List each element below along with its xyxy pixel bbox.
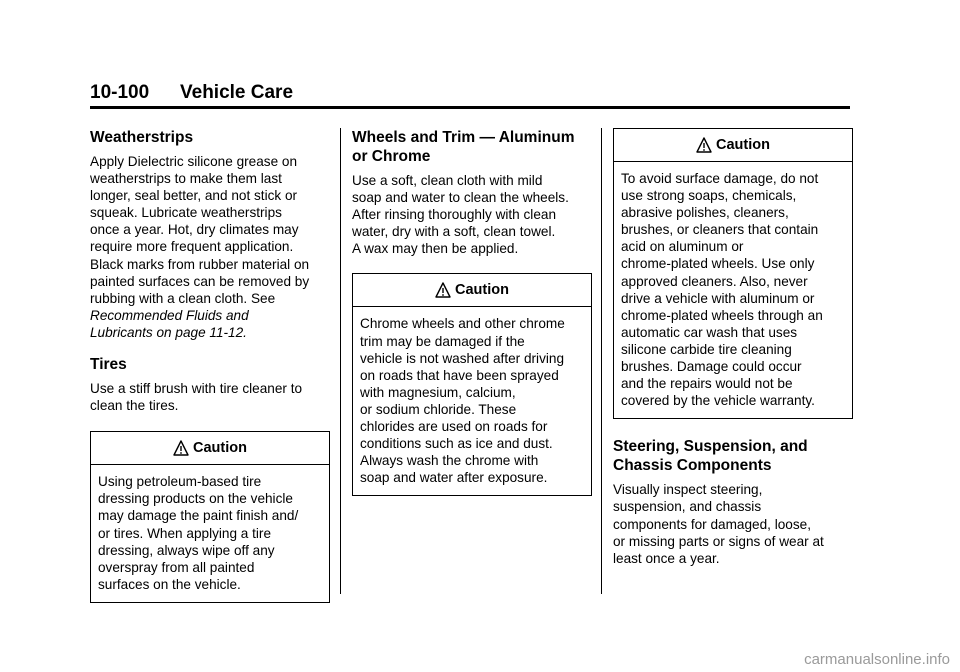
warning-icon (435, 282, 451, 298)
weatherstrips-text: Apply Dielectric silicone grease on weatherstrips to make them last longer, seal better, and not stick or squeak. Lubricate weatherstrips once a year. Hot, dry climates may require more frequent application. Black marks from rubber material on painted surfaces can be removed by rubbing with a clean cloth. See (90, 154, 310, 306)
caution-header (614, 129, 852, 162)
caution-text: To avoid surface damage, do not use strong soaps, chemicals, abrasive polishes, cleaners, brushes, or cleaners that contain acid on aluminum or chrome-plated wheels. Use only approved cleaners. Also, never drive a vehicle with aluminum or chrome-plated wheels through an automatic car wash that uses silicone carbide tire cleaning brushes. Damage could occur and the repairs would not be covered by the vehicle warranty. (621, 171, 823, 409)
weatherstrips-heading: Weatherstrips (90, 129, 194, 146)
column-divider (340, 128, 341, 594)
caution-box-tires (90, 431, 330, 603)
weatherstrips-reference: Recommended Fluids and Lubricants on page 11-12. (90, 307, 249, 340)
column-divider (601, 128, 602, 594)
caution-box-cleaners (613, 128, 853, 419)
caution-text: Using petroleum-based tire dressing products on the vehicle may damage the paint finish and/ or tires. When applying a tire dressing, always wipe off any overspray from all painted surfaces on the vehicle. (98, 474, 299, 592)
caution-label: Caution (716, 137, 770, 153)
wheels-trim-heading: Wheels and Trim — Aluminum or Chrome (352, 129, 575, 165)
caution-label: Caution (193, 440, 247, 457)
column-2 (352, 128, 592, 496)
caution-text: Chrome wheels and other chrome trim may be damaged if the vehicle is not washed after driving on roads that have been sprayed with magnesium, calcium, or sodium chloride. These chlorides are used on roads for conditions such as ice and dust. Always wash the chrome with soap and water after exposure. (360, 316, 565, 486)
wheels-trim-text: Use a soft, clean cloth with mild soap and water to clean the wheels. After rinsing thoroughly with clean water, dry with a soft, clean towel. A wax may then be applied. (352, 173, 569, 257)
tires-text: Use a stiff brush with tire cleaner to clean the tires. (90, 381, 303, 414)
tires-heading: Tires (90, 356, 127, 374)
steering-heading: Steering, Suspension, and Chassis Components (613, 438, 808, 475)
watermark: carmanualsonline.info (804, 651, 950, 668)
column-3 (613, 128, 853, 567)
section-title: Vehicle Care (180, 82, 294, 103)
caution-header (91, 432, 329, 465)
caution-header (353, 274, 591, 307)
warning-icon (696, 137, 712, 153)
page-header (90, 80, 850, 109)
warning-icon (173, 440, 189, 456)
steering-text: Visually inspect steering, suspension, and chassis components for damaged, loose, or missing parts or signs of wear at least once a year. (613, 482, 824, 566)
column-1 (90, 128, 330, 603)
caution-box-chrome (352, 273, 592, 496)
page-number: 10-100 (90, 82, 150, 103)
caution-label: Caution (455, 282, 509, 299)
